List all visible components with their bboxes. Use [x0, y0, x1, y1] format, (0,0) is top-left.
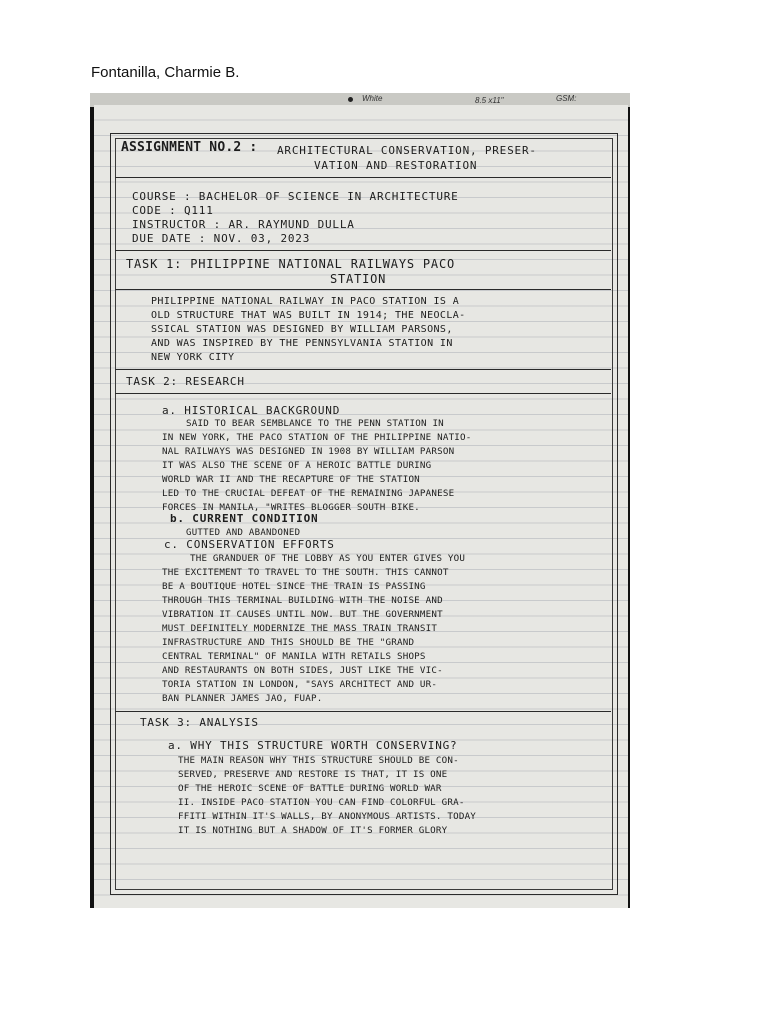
task1-line: SSICAL STATION WAS DESIGNED BY WILLIAM PARSONS, — [151, 324, 453, 335]
task2-c-line: AND RESTAURANTS ON BOTH SIDES, JUST LIKE THE VIC- — [162, 665, 443, 676]
task2-a-line: IT WAS ALSO THE SCENE OF A HEROIC BATTLE DURING — [162, 460, 432, 471]
task3-a-line: FFITI WITHIN IT'S WALLS, BY ANONYMOUS ARTISTS. TODAY — [178, 811, 477, 822]
task3-a-line: SERVED, PRESERVE AND RESTORE IS THAT, IT IS ONE — [178, 769, 448, 780]
task3-a-line: THE MAIN REASON WHY THIS STRUCTURE SHOULD BE CON- — [178, 755, 459, 766]
assignment-number: ASSIGNMENT NO.2 : — [121, 140, 258, 155]
info-due-date: DUE DATE : NOV. 03, 2023 — [132, 232, 311, 245]
task3-a-line: IT IS NOTHING BUT A SHADOW OF IT'S FORMER GLORY — [178, 825, 448, 836]
task2-c-line: THE GRANDUER OF THE LOBBY AS YOU ENTER GIVES YOU — [190, 553, 466, 564]
lined-paper — [94, 105, 628, 908]
task1-line: AND WAS INSPIRED BY THE PENNSYLVANIA STATION IN — [151, 338, 453, 349]
task2-end-divider — [115, 711, 611, 712]
task1-heading-line2: STATION — [330, 272, 387, 286]
paper-size-label: 8.5 x11" — [475, 96, 504, 105]
task2-c-line: THE EXCITEMENT TO TRAVEL TO THE SOUTH. THIS CANNOT — [162, 567, 449, 578]
task2-heading: TASK 2: RESEARCH — [126, 375, 245, 388]
task2-c-line: THROUGH THIS TERMINAL BUILDING WITH THE NOISE AND — [162, 595, 443, 606]
task2-c-line: VIBRATION IT CAUSES UNTIL NOW. BUT THE GOVERNMENT — [162, 609, 443, 620]
info-instructor: INSTRUCTOR : AR. RAYMUND DULLA — [132, 218, 355, 231]
task2-a-line: WORLD WAR II AND THE RECAPTURE OF THE STATION — [162, 474, 420, 485]
task2-b-heading: b. CURRENT CONDITION — [170, 512, 319, 525]
task2-c-heading: c. CONSERVATION EFFORTS — [164, 538, 335, 551]
assignment-photo — [90, 93, 630, 908]
task1-divider — [115, 289, 611, 290]
paper-gsm-label: GSM: — [556, 94, 577, 103]
task2-c-line: MUST DEFINITELY MODERNIZE THE MASS TRAIN TRANSIT — [162, 623, 438, 634]
task1-end-divider — [115, 369, 611, 370]
bullet-icon — [348, 97, 353, 102]
task2-c-line: CENTRAL TERMINAL" OF MANILA WITH RETAILS SHOPS — [162, 651, 426, 662]
title-divider — [115, 177, 611, 178]
task2-a-line: FORCES IN MANILA, "WRITES BLOGGER SOUTH BIKE. — [162, 502, 420, 513]
author-name: Fontanilla, Charmie B. — [91, 64, 240, 81]
task2-c-line: INFRASTRUCTURE AND THIS SHOULD BE THE "GRAND — [162, 637, 415, 648]
task2-c-line: BE A BOUTIQUE HOTEL SINCE THE TRAIN IS PASSING — [162, 581, 426, 592]
assignment-title-line1: ARCHITECTURAL CONSERVATION, PRESER- — [277, 144, 537, 157]
info-divider — [115, 250, 611, 251]
task2-c-line: BAN PLANNER JAMES JAO, FUAP. — [162, 693, 323, 704]
task3-a-line: OF THE HEROIC SCENE OF BATTLE DURING WORLD WAR — [178, 783, 442, 794]
task2-a-line: IN NEW YORK, THE PACO STATION OF THE PHILIPPINE NATIO- — [162, 432, 472, 443]
task3-a-line: II. INSIDE PACO STATION YOU CAN FIND COLORFUL GRA- — [178, 797, 465, 808]
task3-a-heading: a. WHY THIS STRUCTURE WORTH CONSERVING? — [168, 739, 458, 752]
task2-a-heading: a. HISTORICAL BACKGROUND — [162, 404, 341, 417]
task2-a-line: NAL RAILWAYS WAS DESIGNED IN 1908 BY WILLIAM PARSON — [162, 446, 455, 457]
task1-line: NEW YORK CITY — [151, 352, 235, 363]
task2-a-line: LED TO THE CRUCIAL DEFEAT OF THE REMAINING JAPANESE — [162, 488, 455, 499]
task1-line: OLD STRUCTURE THAT WAS BUILT IN 1914; THE NEOCLA- — [151, 310, 466, 321]
task3-heading: TASK 3: ANALYSIS — [140, 716, 259, 729]
task2-b-line: GUTTED AND ABANDONED — [186, 528, 301, 538]
info-code: CODE : Q111 — [132, 204, 214, 217]
assignment-title-line2: VATION AND RESTORATION — [314, 159, 478, 172]
task2-a-line: SAID TO BEAR SEMBLANCE TO THE PENN STATION IN — [186, 418, 444, 429]
task2-divider — [115, 393, 611, 394]
info-course: COURSE : BACHELOR OF SCIENCE IN ARCHITECTURE — [132, 190, 459, 203]
task1-line: PHILIPPINE NATIONAL RAILWAY IN PACO STATION IS A — [151, 296, 460, 307]
paper-color-label: White — [362, 94, 383, 103]
task1-heading-line1: TASK 1: PHILIPPINE NATIONAL RAILWAYS PACO — [126, 257, 456, 271]
task2-c-line: TORIA STATION IN LONDON, "SAYS ARCHITECT AND UR- — [162, 679, 438, 690]
